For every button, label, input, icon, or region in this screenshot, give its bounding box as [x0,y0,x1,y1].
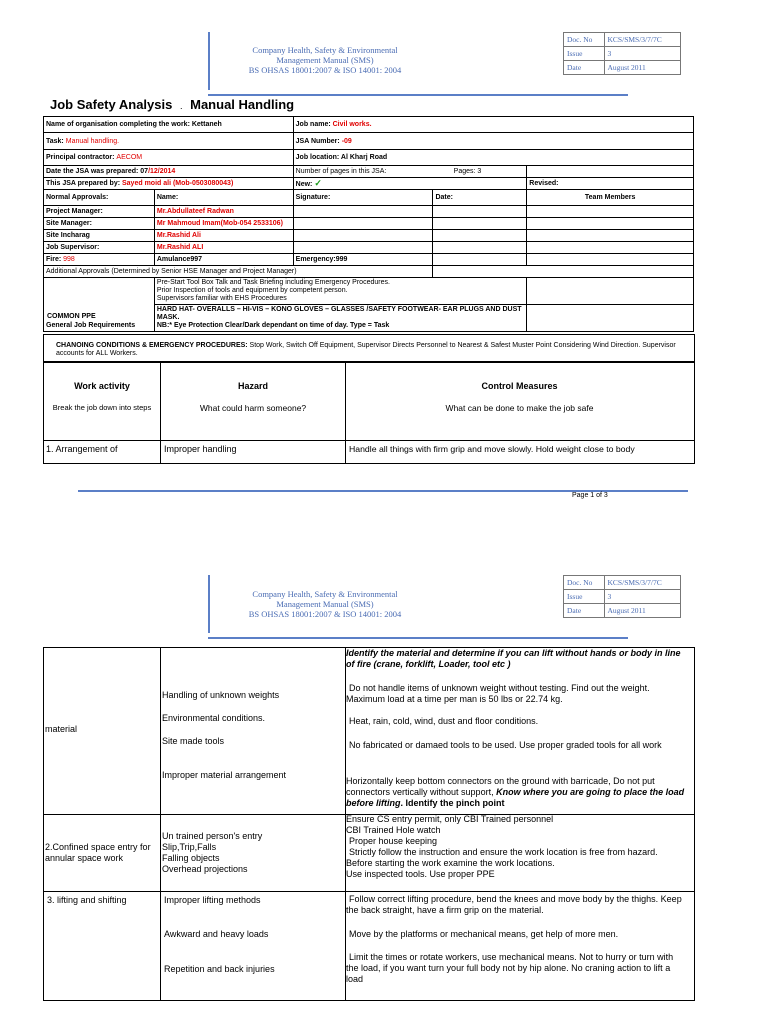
header2-rule [208,637,628,639]
pm-label: Project Manager: [44,206,155,218]
job-location: Job location: Al Kharj Road [293,150,693,166]
confined-hazards: Un trained person's entry Slip,Trip,Falls Falling objects Overhead projections [162,831,263,874]
control-arrangement: Horizontally keep bottom connectors on the ground with barricade, Do not put connectors vertically without support, Know where you are going to place the load before lifting. Identify the pinch point [346,776,685,808]
pm-value: Mr.Abdullateef Radwan [154,206,293,218]
hazard-material-arrangement: Improper material arrangement [162,770,287,780]
jsa-form [43,116,694,332]
col-control: Control Measures [481,381,558,391]
header-rule [208,94,628,96]
task-value: Manual handling. [65,137,120,145]
date-col: Date: [433,190,527,206]
js-label: Job Supervisor: [44,242,155,254]
si-label: Site Incharag [44,230,155,242]
col-hazard: Hazard [237,381,268,391]
changing-conditions: CHANOING CONDITIONS & EMERGENCY PROCEDURES: Stop Work, Switch Off Equipment, Supervisor Directs Personnel to Nearest & Safest Muster Point Considering Wind Direction. Supervisor accounts for ALL Workers. [56,342,676,357]
ppe-note: NB:* Eye Protection Clear/Dark dependant on time of day. Type = Task [156,322,390,329]
doc-no-value: KCS/SMS/3/7/7C [604,33,680,47]
col-work-activity: Work activity [74,381,130,391]
doc-info-table [563,32,681,75]
org-name: Name of organisation completing the work: Kettaneh [44,117,294,133]
general-requirements: General Job Requirements [44,278,155,332]
date-label: Date [564,61,605,75]
requirement-1: Pre-Start Tool Box Talk and Task Briefing including Emergency Procedures. [156,279,390,286]
normal-approvals: Normal Approvals: [44,190,155,206]
pages-label: Pages: 3 [453,168,482,175]
header-divider [208,32,210,90]
ppe-list: HARD HAT- OVERALLS – HI-VIS – KONO GLOVES – GLASSES /SAFETY FOOTWEAR- EAR PLUGS AND DUST MASK. [156,306,522,321]
ambulance: Amulance997 [154,254,293,266]
row1-control: Handle all things with firm grip and move slowly. Hold weight close to body [349,444,635,454]
row1-hazard: Improper handling [164,444,237,454]
job-name-label: Job name: [295,121,331,128]
control-heavy-loads: Move by the platforms or mechanical means, get help of more men. [349,929,619,939]
signature-col: Signature: [293,190,433,206]
jsa-number-value: -09 [341,137,352,145]
fire-label: Fire: [46,256,62,263]
control-unknown-weight: Do not handle items of unknown weight without testing. Find out the weight. Maximum load at a time per man is 50 lbs or 22.74 kg. [346,683,650,704]
principal-label: Principal contractor: [46,154,115,161]
additional-approvals: Additional Approvals (Determined by Senior HSE Manager and Project Manager) [44,266,433,278]
task-label: Task: [46,137,64,145]
sm-label: Site Manager: [44,218,155,230]
hazard-heavy-loads: Awkward and heavy loads [164,929,269,939]
control-back-injuries: Limit the times or rotate workers, use mechanical means. Not to hurry or turn with the load, if you want turn your full body not by hip alone. No craning action to lift a load [346,952,674,984]
new-label: New: [295,181,313,188]
principal-value: AECOM [116,154,143,161]
issue-label: Issue [564,47,605,61]
requirement-3: Supervisors familiar with EHS Procedures [156,295,287,302]
date-prepared-value: /12/2014 [148,168,176,175]
control-identify-material: Identify the material and determine if you can lift without hands or body in line of fire (crane, forklift, Loader, tool etc ) [346,648,681,669]
hazard-site-tools: Site made tools [162,736,225,746]
sm-value: Mr Mahmoud Imam(Mob-054 2533106) [154,218,293,230]
doc-no-label: Doc. No [564,33,605,47]
page-title: Job Safety Analysis . Manual Handling [50,97,295,112]
confined-controls: Ensure CS entry permit, only CBI Trained personnel CBI Trained Hole watch Proper house keeping Strictly follow the instruction and ensure the work location is free from hazard. Before starting the work examine the work locations. Use inspected tools. Use proper PPE [346,814,658,879]
row-lifting-activity: 3. lifting and shifting [47,895,127,905]
hazard-back-injuries: Repetition and back injuries [164,964,275,974]
prepared-by-label: This JSA prepared by: [46,180,121,187]
num-pages-label: Number of pages in this JSA: [295,168,387,175]
team-members: Team Members [527,190,694,206]
row-material-activity: material [45,724,78,734]
hazard-unknown-weights: Handling of unknown weights [162,690,280,700]
name-col: Name: [154,190,293,206]
doc-info-table-2: Doc. No KCS/SMS/3/7/7C Issue 3 Date August 2011 [563,575,681,618]
issue-value: 3 [604,47,680,61]
manual-title: Company Health, Safety & Environmental Management Manual (SMS) BS OHSAS 18001:2007 & ISO 14001: 2004 [248,45,402,75]
header2-divider [208,575,210,633]
page-number: Page 1 of 3 [572,492,608,499]
jsa-number-label: JSA Number: [295,137,340,145]
prepared-by-value: Sayed moid ali (Mob-0503080043) [122,180,234,187]
date-prepared-label: Date the JSA was prepared: 07 [46,168,149,175]
revised-label: Revised: [527,178,694,190]
row1-activity: 1. Arrangement of [46,444,118,454]
control-environmental: Heat, rain, cold, wind, dust and floor conditions. [349,716,539,726]
si-value: Mr.Rashid Ali [154,230,293,242]
control-lifting-procedure: Follow correct lifting procedure, bend the knees and move body by the thighs. Keep the back straight, have a firm grip on the material. [346,894,682,915]
manual-title-2: Company Health, Safety & Environmental Management Manual (SMS) BS OHSAS 18001:2007 & ISO 14001: 2004 [248,589,402,619]
col-work-activity-sub: Break the job down into steps [52,403,152,412]
hazard-lifting-methods: Improper lifting methods [164,895,261,905]
col-control-sub: What can be done to make the job safe [445,403,594,413]
control-tools: No fabricated or damaed tools to be used. Use proper graded tools for all work [349,740,662,750]
common-ppe-label: COMMON PPE [47,313,96,320]
new-check-icon: ✓ [314,178,322,188]
job-name-value: Civil works. [332,121,372,128]
col-hazard-sub: What could harm someone? [199,403,307,413]
fire-value: 998 [63,256,75,263]
hazard-environmental: Environmental conditions. [162,713,266,723]
requirement-2: Prior Inspection of tools and equipment by competent person. [156,287,348,294]
js-value: Mr.Rashid ALI [154,242,293,254]
date-value: August 2011 [604,61,680,75]
emergency: Emergency:999 [293,254,433,266]
row-confined-activity: 2.Confined space entry for annular space work [45,842,151,863]
